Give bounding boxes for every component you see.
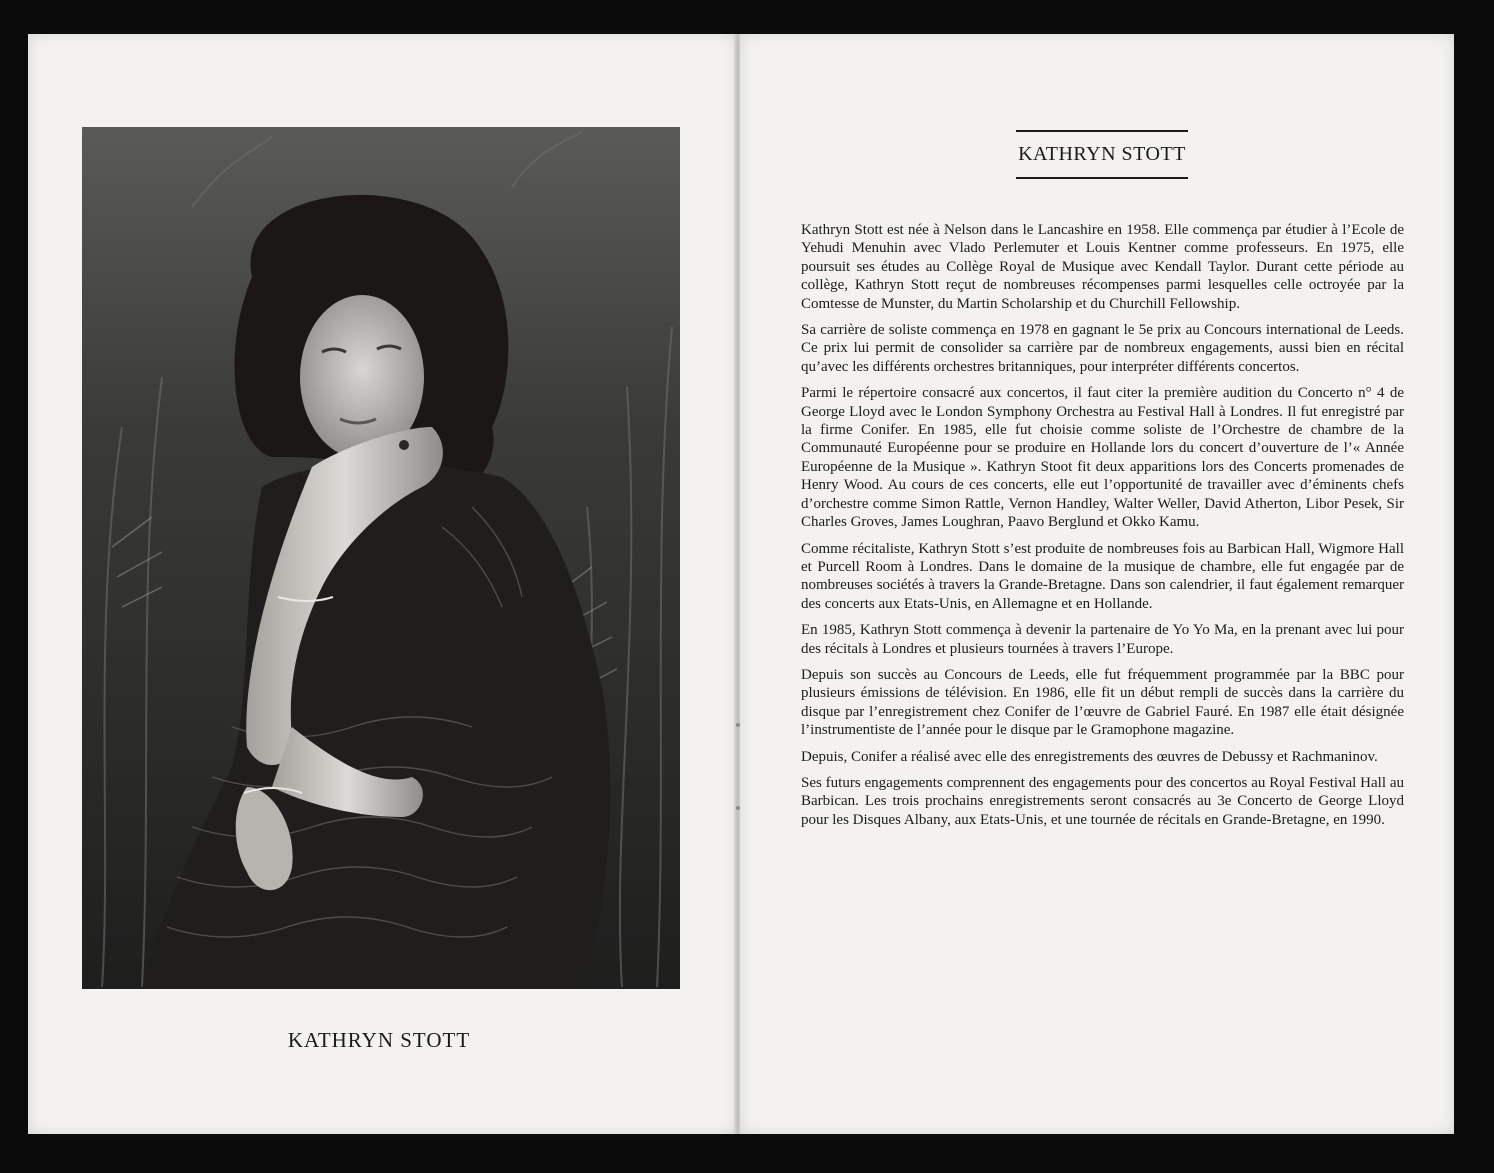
paragraph: Comme récitaliste, Kathryn Stott s’est produite de nombreuses fois au Barbican Hall, Wigmore Hall et Purcell Room à Londres. Dans le domaine de la musique de chambre, elle fut engagée par de nombreuses sociétés à travers la Grande-Bretagne. Dans son calendrier, il faut également remarquer des concerts aux Etats-Unis, en Allemagne et en Hollande. (801, 540, 1404, 612)
biography-text (801, 221, 1404, 837)
paragraph: Depuis son succès au Concours de Leeds, elle fut fréquemment programmée par la BBC pour plusieurs émissions de télévision. En 1986, elle fit un début rempli de succès dans la carrière du disque par l’enregistrement chez Conifer de l’œuvre de Gabriel Fauré. En 1987 elle était désignée l’instrumentiste de l’année pour le disque par le Gramophone magazine. (801, 666, 1404, 739)
paragraph: Ses futurs engagements comprennent des engagements pour des concertos au Royal Festival Hall au Barbican. Les trois prochains enregistrements seront consacrés au 3e Concerto de George Lloyd pour les Disques Albany, aux Etats-Unis, et une tournée de récitals en Grande-Bretagne, en 1990. (801, 774, 1404, 828)
paragraph: En 1985, Kathryn Stott commença à devenir la partenaire de Yo Yo Ma, en la prenant avec lui pour des récitals à Londres et plusieurs tournées à travers l’Europe. (801, 622, 1404, 657)
right-page (740, 34, 1454, 1134)
paragraph: Parmi le répertoire consacré aux concertos, il faut citer la première audition du Concerto n° 4 de George Lloyd avec le London Symphony Orchestra au Festival Hall à Londres. Il fut enregistré par la firme Conifer. En 1985, elle fut choisie comme soliste de l’Orchestre de chambre de la Communauté Européenne pour se produire en Hollande lors du concert d’ouverture de l’« Année Européenne de la Musique ». Kathryn Stoot fit deux apparitions lors des Concerts promenades de Henry Wood. Au cours de ces concerts, elle eut l’opportunité de travailler avec d’éminents chefs d’orchestre comme Simon Rattle, Vernon Handley, Walter Weller, David Atherton, Libor Pesek, Sir Charles Groves, James Loughran, Paavo Berglund et Okko Kamu. (801, 385, 1404, 531)
paragraph: Kathryn Stott est née à Nelson dans le Lancashire en 1958. Elle commença par étudier à l’Ecole de Yehudi Menuhin avec Vlado Perlemuter et Louis Kentner comme professeurs. En 1975, elle poursuit ses études au Collège Royal de Musique avec Kendall Taylor. Durant cette période au collège, Kathryn Stott reçut de nombreuses récompenses parmi lesquelles celle octroyée par la Comtesse de Munster, du Martin Scholarship et du Churchill Fellowship. (801, 222, 1404, 312)
paragraph: Depuis, Conifer a réalisé avec elle des enregistrements des œuvres de Debussy et Rachmaninov. (801, 748, 1378, 765)
portrait-photo (82, 127, 680, 989)
left-page (28, 34, 736, 1134)
photo-caption: KATHRYN STOTT (287, 1028, 471, 1052)
page-title: KATHRYN STOTT (1016, 130, 1188, 179)
paragraph: Sa carrière de soliste commença en 1978 en gagnant le 5e prix au Concours international de Leeds. Ce prix lui permit de consolider sa carrière par de nombreux engagements, aussi bien en récital qu’avec les différents orchestres britanniques, pour interpréter différents concertos. (801, 322, 1404, 375)
